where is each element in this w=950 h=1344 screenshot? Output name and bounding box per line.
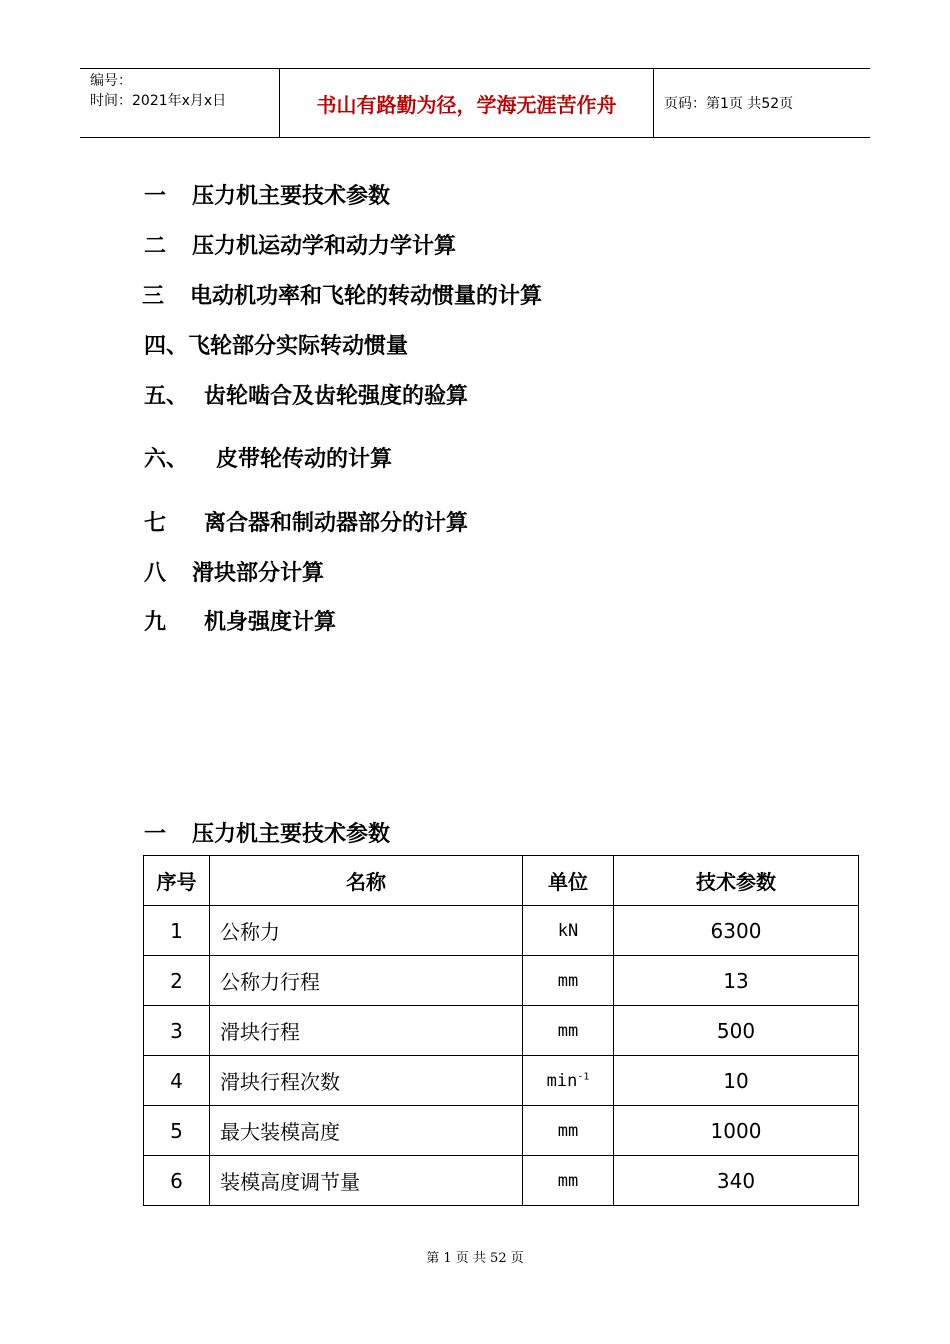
cell-unit — [523, 1056, 614, 1106]
table-row — [144, 1156, 859, 1206]
toc-item-title: 皮带轮传动的计算 — [216, 447, 393, 472]
toc-item-number: 四、 — [144, 334, 189, 359]
toc-item-title: 压力机运动学和动力学计算 — [192, 234, 457, 259]
cell-no: 2 — [144, 956, 210, 1006]
header-page-label: 页码：第1页 共52页 — [664, 96, 794, 112]
toc-item-title: 离合器和制动器部分的计算 — [204, 511, 469, 536]
toc-item-title: 电动机功率和飞轮的转动惯量的计算 — [190, 284, 543, 309]
toc-item-number: 八 — [144, 561, 167, 586]
toc-item-number: 一 — [144, 184, 167, 209]
section-title — [144, 817, 390, 848]
header-name: 名称 — [210, 856, 523, 906]
cell-name: 滑块行程 — [210, 1006, 523, 1056]
toc-item — [144, 379, 468, 410]
toc-item — [144, 556, 324, 587]
cell-name: 公称力行程 — [210, 956, 523, 1006]
cell-unit: mm — [523, 1156, 614, 1206]
table-row — [144, 1106, 859, 1156]
section-number: 一 — [144, 822, 167, 847]
header-value: 技术参数 — [614, 856, 859, 906]
cell-value: 10 — [614, 1056, 859, 1106]
cell-no: 6 — [144, 1156, 210, 1206]
toc-item-number: 五、 — [144, 384, 189, 409]
cell-unit: kN — [523, 906, 614, 956]
page-header — [80, 68, 870, 138]
cell-no: 5 — [144, 1106, 210, 1156]
time-label: 时间：2021年x月x日 — [90, 93, 227, 109]
toc-item-title: 飞轮部分实际转动惯量 — [188, 334, 409, 359]
header-no: 序号 — [144, 856, 210, 906]
number-label: 编号： — [90, 73, 132, 89]
cell-no: 1 — [144, 906, 210, 956]
table-row — [144, 906, 859, 956]
header-unit: 单位 — [523, 856, 614, 906]
table-row — [144, 1006, 859, 1056]
cell-name: 最大装模高度 — [210, 1106, 523, 1156]
toc-item-number: 九 — [144, 610, 167, 635]
toc-item — [144, 442, 392, 473]
toc-item-title: 压力机主要技术参数 — [192, 184, 391, 209]
cell-value: 340 — [614, 1156, 859, 1206]
toc-item — [144, 506, 468, 537]
section-title-text: 压力机主要技术参数 — [192, 822, 391, 847]
header-meta — [80, 69, 280, 137]
cell-name: 装模高度调节量 — [210, 1156, 523, 1206]
toc-item — [144, 229, 456, 260]
cell-value: 13 — [614, 956, 859, 1006]
table-header-row — [144, 856, 859, 906]
toc-item — [144, 179, 390, 210]
cell-value: 6300 — [614, 906, 859, 956]
cell-unit: mm — [523, 956, 614, 1006]
cell-unit: mm — [523, 1006, 614, 1056]
toc-item-title: 滑块部分计算 — [192, 561, 325, 586]
toc-item-number: 二 — [144, 234, 167, 259]
cell-value: 500 — [614, 1006, 859, 1056]
parameters-table — [143, 855, 859, 1206]
cell-no: 4 — [144, 1056, 210, 1106]
unit-exponent: -1 — [577, 1070, 590, 1082]
table-row — [144, 1056, 859, 1106]
toc-item-title: 机身强度计算 — [204, 610, 337, 635]
header-motto: 书山有路勤为径，学海无涯苦作舟 — [280, 69, 654, 137]
toc-item-number: 三 — [142, 284, 165, 309]
toc-item-number: 六、 — [144, 447, 189, 472]
toc-item — [144, 329, 408, 360]
unit-base: min — [546, 1070, 578, 1091]
table-row — [144, 956, 859, 1006]
cell-name: 公称力 — [210, 906, 523, 956]
cell-name: 滑块行程次数 — [210, 1056, 523, 1106]
cell-unit: mm — [523, 1106, 614, 1156]
toc-item — [144, 605, 336, 636]
cell-value: 1000 — [614, 1106, 859, 1156]
toc-item-title: 齿轮啮合及齿轮强度的验算 — [204, 384, 469, 409]
toc-item-number: 七 — [144, 511, 167, 536]
toc-item — [142, 279, 542, 310]
cell-no: 3 — [144, 1006, 210, 1056]
page-footer: 第 1 页 共 52 页 — [426, 1251, 524, 1266]
